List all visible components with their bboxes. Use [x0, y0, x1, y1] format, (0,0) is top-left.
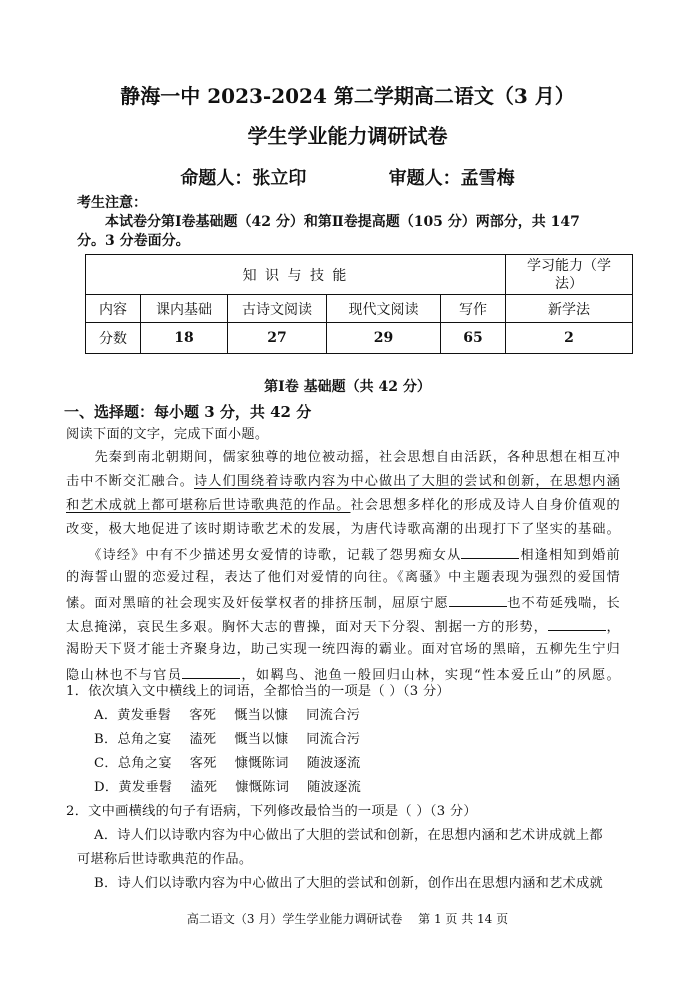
notice-line-1: 本试卷分第Ⅰ卷基础题（42 分）和第Ⅱ卷提高题（105 分）两部分，共 147 — [105, 214, 580, 230]
passage-line — [66, 664, 620, 684]
notice-heading: 考生注意： — [77, 195, 147, 211]
underlined-sentence: 诗人们围绕着诗歌内容为中心做出了大胆的尝试和创新，在思想内涵 — [194, 474, 620, 489]
fill-blank — [548, 616, 606, 631]
passage-line — [66, 496, 620, 516]
passage-line — [66, 544, 620, 564]
setter: 命题人：张立印 — [180, 168, 307, 189]
part-heading: 一、选择题：每小题 3 分，共 42 分 — [64, 403, 312, 421]
fill-blank — [182, 664, 240, 679]
passage-line — [66, 640, 620, 660]
passage-text: 《诗经》中有不少描述男女爱情的诗歌，记载了怨男痴女从 — [66, 548, 462, 563]
notice-line-2: 分。3 分卷面分。 — [77, 233, 190, 249]
exam-title: 静海一中 2023-2024 第二学期高二语文（3 月） — [120, 84, 575, 108]
fill-blank — [449, 592, 507, 607]
score-cell: 27 — [228, 323, 327, 354]
passage-text: 隐山林也不与官员 — [66, 668, 183, 683]
score-cell: 18 — [141, 323, 228, 354]
authors — [0, 164, 695, 190]
passage-line — [66, 472, 620, 492]
passage-text: 的海誓山盟的恋爱过程，表达了他们对爱情的向往。《离骚》中主题表现为强烈的爱国情 — [66, 570, 620, 585]
passage-text: 击中不断交汇融合。 — [66, 474, 195, 489]
group-learning: 学习能力（学法） — [506, 255, 633, 295]
passage-text: ，如羁鸟、池鱼一般回归山林，实现“性本爱丘山”的夙愿。 — [240, 668, 620, 683]
answer-option: B．诗人们以诗歌内容为中心做出了大胆的尝试和创新，创作出在思想内涵和艺术成就 — [94, 876, 604, 891]
instruction: 阅读下面的文字，完成下面小题。 — [66, 427, 269, 442]
passage-line — [66, 520, 620, 540]
passage-text: 渴盼天下贤才能士齐聚身边，助己实现一统四海的霸业。面对官场的黑暗，五柳先生宁归 — [66, 642, 620, 657]
group-knowledge: 知 识 与 技 能 — [86, 255, 506, 295]
passage-text: 相逢相知到婚前 — [519, 548, 620, 563]
answer-option: A．黄发垂髫 客死 慨当以慷 同流合污 — [94, 708, 361, 723]
column-header: 新学法 — [506, 295, 633, 323]
column-header: 现代文阅读 — [327, 295, 441, 323]
fill-blank — [461, 544, 519, 559]
score-cell: 65 — [441, 323, 506, 354]
score-table — [85, 254, 633, 354]
row-label-content: 内容 — [86, 295, 141, 323]
section-title: 第Ⅰ卷 基础题（共 42 分） — [264, 379, 431, 395]
answer-option: D．黄发垂髫 溘死 慷慨陈词 随波逐流 — [94, 780, 362, 795]
passage-text: 愫。面对黑暗的社会现实及奸佞掌权者的排挤压制，屈原宁愿 — [66, 596, 449, 611]
underlined-sentence: 和艺术成就上都可堪称后世诗歌典范的作品。 — [66, 498, 351, 513]
passage-text: 改变，极大地促进了该时期诗歌艺术的发展，为唐代诗歌高潮的出现打下了坚实的基础。 — [66, 522, 620, 537]
score-cell: 2 — [506, 323, 633, 354]
answer-option: A．诗人们以诗歌内容为中心做出了大胆的尝试和创新，在思想内涵和艺术讲成就上都 — [94, 828, 603, 843]
column-header: 写作 — [441, 295, 506, 323]
passage-line — [66, 448, 620, 468]
score-cell: 29 — [327, 323, 441, 354]
page-footer: 高二语文（3 月）学生学业能力调研试卷 第 1 页 共 14 页 — [186, 912, 509, 926]
passage-text: 先秦到南北朝期间，儒家独尊的地位被动摇，社会思想自由活跃，各种思想在相互冲 — [66, 450, 620, 465]
exam-subtitle: 学生学业能力调研试卷 — [247, 124, 448, 148]
passage-line — [66, 568, 620, 588]
answer-option: B．总角之宴 溘死 慨当以慷 同流合污 — [94, 732, 361, 747]
column-header: 古诗文阅读 — [228, 295, 327, 323]
passage-text: ， — [605, 620, 620, 635]
passage-line — [66, 616, 620, 636]
passage-text: 社会思想多样化的形成及诗人自身价值观的 — [350, 498, 621, 513]
row-label-score: 分数 — [86, 323, 141, 354]
question-stem: 1．依次填入文中横线上的词语，全都恰当的一项是（ ）（3 分） — [66, 684, 450, 699]
passage-line — [66, 592, 620, 612]
passage-text: 太息掩涕，哀民生多艰。胸怀大志的曹操，面对天下分裂、割据一方的形势， — [66, 620, 548, 635]
column-header: 课内基础 — [141, 295, 228, 323]
reviewer: 审题人：孟雪梅 — [388, 168, 515, 189]
question-stem: 2．文中画横线的句子有语病，下列修改最恰当的一项是（ ）（3 分） — [66, 804, 477, 819]
passage-text: 也不苟延残喘，长 — [506, 596, 620, 611]
answer-option: C．总角之宴 客死 慷慨陈词 随波逐流 — [94, 756, 361, 771]
option-continuation: 可堪称后世诗歌典范的作品。 — [77, 852, 253, 867]
